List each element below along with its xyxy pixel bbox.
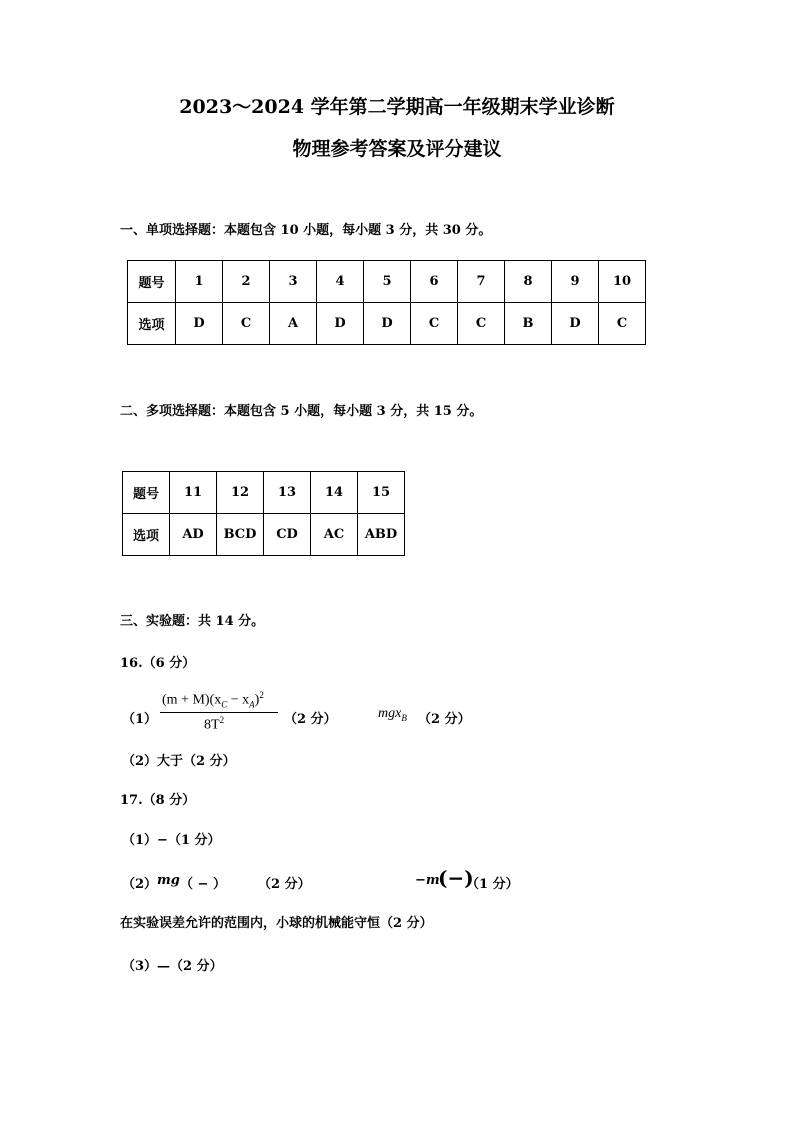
table-row (123, 514, 405, 556)
row-label-answer: 选项 (123, 514, 170, 556)
answer-cell: C (411, 303, 458, 345)
q17-p3: （3）—（2 分） (122, 959, 223, 974)
question-number: 2 (223, 261, 270, 303)
q17-p2-score: （2 分） (258, 877, 311, 892)
section2-answer-table (122, 471, 405, 556)
q17-p2-expression2-paren: (−) (438, 866, 474, 890)
document-subtitle: 物理参考答案及评分建议 (292, 138, 502, 160)
question-number: 12 (217, 472, 264, 514)
answer-cell: ABD (358, 514, 405, 556)
table-row (128, 303, 646, 345)
answer-cell: B (505, 303, 552, 345)
q17-p2-score2: （1 分） (466, 877, 519, 892)
q16-p2: （2）大于（2 分） (122, 754, 236, 769)
fraction-bar (160, 712, 278, 713)
q17-p2-expression2: −m (415, 873, 440, 888)
q17-p1: （1）−（1 分） (122, 833, 221, 848)
answer-cell: BCD (217, 514, 264, 556)
answer-cell: D (176, 303, 223, 345)
section1-heading: 一、单项选择题：本题包含 10 小题，每小题 3 分，共 30 分。 (120, 223, 492, 238)
row-label-number: 题号 (123, 472, 170, 514)
answer-cell: D (552, 303, 599, 345)
q17-conclusion: 在实验误差允许的范围内，小球的机械能守恒（2 分） (120, 916, 433, 931)
answer-cell: D (317, 303, 364, 345)
question-number: 8 (505, 261, 552, 303)
fraction-numerator: $(m + M)(x_C - x_A)^2$ (162, 690, 264, 710)
answer-cell: C (223, 303, 270, 345)
answer-cell: D (364, 303, 411, 345)
table-row (123, 472, 405, 514)
question-number: 6 (411, 261, 458, 303)
q17-p2-expression: mg (157, 873, 180, 888)
q16-p1-score: （2 分） (284, 712, 337, 727)
row-label-number: 题号 (128, 261, 176, 303)
q16-header: 16.（6 分） (120, 656, 196, 671)
q17-header: 17.（8 分） (120, 793, 196, 808)
section1-answer-table (127, 260, 646, 345)
q16-p1-score2: （2 分） (418, 712, 471, 727)
q16-p1-expression: mgx$_B$ (378, 706, 407, 723)
question-number: 7 (458, 261, 505, 303)
question-number: 1 (176, 261, 223, 303)
section2-heading: 二、多项选择题：本题包含 5 小题，每小题 3 分，共 15 分。 (120, 404, 483, 419)
q17-p2-paren: （ − ） (180, 877, 226, 892)
question-number: 10 (599, 261, 646, 303)
document-title: 2023～2024 学年第二学期高一年级期末学业诊断 (179, 96, 615, 118)
answer-cell: CD (264, 514, 311, 556)
question-number: 4 (317, 261, 364, 303)
question-number: 14 (311, 472, 358, 514)
question-number: 15 (358, 472, 405, 514)
table-row (128, 261, 646, 303)
question-number: 11 (170, 472, 217, 514)
answer-cell: AC (311, 514, 358, 556)
q16-p1-label: （1） (122, 712, 158, 727)
question-number: 5 (364, 261, 411, 303)
row-label-answer: 选项 (128, 303, 176, 345)
answer-cell: C (599, 303, 646, 345)
answer-cell: AD (170, 514, 217, 556)
q16-p1-fraction (160, 690, 280, 736)
question-number: 9 (552, 261, 599, 303)
section3-heading: 三、实验题：共 14 分。 (120, 614, 265, 629)
q17-p2-label: （2） (122, 877, 158, 892)
question-number: 13 (264, 472, 311, 514)
fraction-denominator: $8T^2$ (204, 715, 225, 733)
question-number: 3 (270, 261, 317, 303)
answer-cell: A (270, 303, 317, 345)
answer-cell: C (458, 303, 505, 345)
